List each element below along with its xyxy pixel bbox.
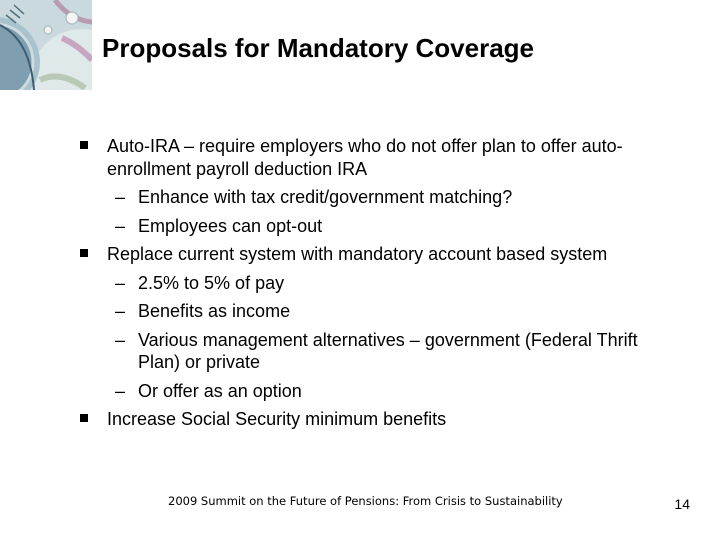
square-bullet-icon — [80, 414, 88, 422]
dash-bullet-icon: – — [115, 380, 126, 401]
sub-bullet-item — [80, 380, 680, 403]
slide-body — [80, 135, 680, 437]
sub-bullet-text: Benefits as income — [138, 301, 291, 321]
sub-bullet-text: Or offer as an option — [138, 380, 302, 401]
sub-bullet-item — [80, 329, 680, 374]
bullet-item — [80, 408, 680, 431]
bullet-item — [80, 243, 680, 266]
sub-bullet-item — [80, 272, 680, 295]
dash-bullet-icon: – — [115, 329, 126, 350]
sub-bullet-text: 2.5% to 5% of pay — [138, 272, 285, 293]
sub-bullet-item — [80, 300, 680, 323]
bullet-text: Auto-IRA – require employers who do not offer plan to offer auto-enrollment payroll deduction IRA — [107, 136, 623, 179]
sub-bullet-text: Various management alternatives – government (Federal Thrift Plan) or private — [138, 329, 638, 372]
slide-footer: 2009 Summit on the Future of Pensions: From Crisis to Sustainability — [168, 494, 563, 508]
sub-bullet-text: Employees can opt-out — [138, 215, 323, 236]
bullet-item — [80, 135, 680, 180]
page-number: 14 — [674, 496, 690, 512]
sub-bullet-item — [80, 215, 680, 238]
dash-bullet-icon: – — [115, 215, 126, 236]
square-bullet-icon — [80, 249, 88, 257]
dash-bullet-icon: – — [115, 301, 126, 321]
square-bullet-icon — [80, 141, 88, 149]
dash-bullet-icon: – — [115, 187, 126, 207]
bullet-text: Replace current system with mandatory account based system — [107, 244, 608, 264]
bullet-text: Increase Social Security minimum benefits — [107, 409, 447, 429]
dash-bullet-icon: – — [115, 272, 126, 293]
slide-title: Proposals for Mandatory Coverage — [102, 33, 534, 63]
decorative-corner-image — [0, 0, 92, 90]
sub-bullet-item — [80, 186, 680, 209]
sub-bullet-text: Enhance with tax credit/government matching? — [138, 187, 513, 207]
